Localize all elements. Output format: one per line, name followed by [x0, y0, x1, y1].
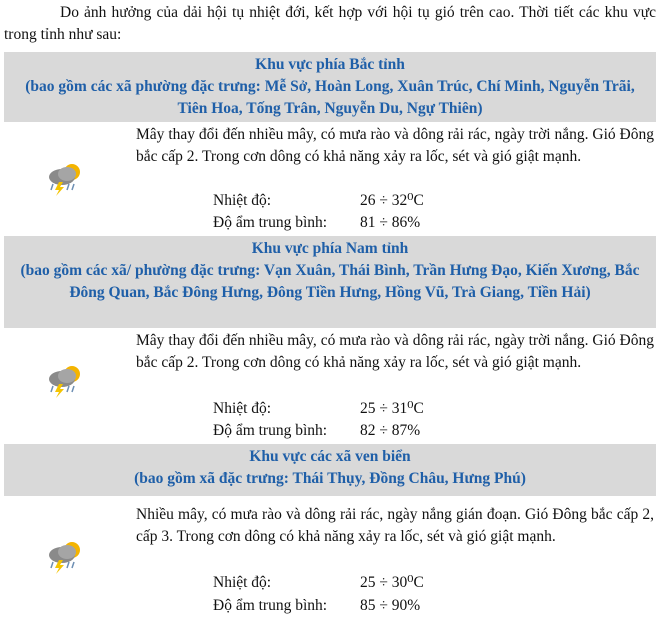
- region-subtitle: (bao gồm xã đặc trưng: Thái Thụy, Đồng Châu, Hưng Phú): [134, 470, 526, 487]
- region-title: Khu vực phía Bắc tỉnh: [255, 56, 405, 73]
- intro-paragraph: Do ảnh hưởng của dải hội tụ nhiệt đới, kết hợp với hội tụ gió trên cao. Thời tiết các khu vực trong tỉnh như sau:: [4, 4, 656, 43]
- humidity-row: [213, 420, 613, 442]
- storm-sun-icon: [45, 538, 85, 574]
- humidity-value: 81 ÷ 86%: [360, 214, 421, 231]
- region-north-header: [4, 52, 656, 122]
- temperature-value: 25 ÷ 31⁰C: [360, 400, 424, 417]
- temperature-row: [213, 190, 613, 212]
- region-subtitle: (bao gồm các xã/ phường đặc trưng: Vạn Xuân, Thái Bình, Trần Hưng Đạo, Kiến Xương, Bắc Đông Quan, Bắc Đông Hưng, Đông Tiền Hưng, Hồng Vũ, Trà Giang, Tiền Hải): [20, 262, 640, 301]
- humidity-value: 82 ÷ 87%: [360, 422, 421, 439]
- temperature-label: Nhiệt độ:: [213, 400, 272, 417]
- humidity-label: Độ ẩm trung bình:: [213, 422, 328, 439]
- storm-sun-icon: [45, 362, 85, 398]
- region-title: Khu vực các xã ven biển: [249, 448, 411, 465]
- temperature-label: Nhiệt độ:: [213, 574, 272, 591]
- temperature-value: 26 ÷ 32⁰C: [360, 192, 424, 209]
- region-subtitle: (bao gồm các xã phường đặc trưng: Mễ Sở, Hoàn Long, Xuân Trúc, Chí Minh, Nguyễn Trãi, Tiên Hoa, Tống Trân, Nguyễn Du, Ngự Thiên): [25, 78, 635, 117]
- region-south-header: [4, 236, 656, 328]
- humidity-row: [213, 212, 613, 234]
- temperature-row: [213, 398, 613, 420]
- temperature-label: Nhiệt độ:: [213, 192, 272, 209]
- humidity-value: 85 ÷ 90%: [360, 597, 421, 614]
- region-coastal-header: [4, 444, 656, 496]
- storm-sun-icon: [45, 160, 85, 196]
- humidity-label: Độ ẩm trung bình:: [213, 597, 328, 614]
- region-description: Mây thay đổi đến nhiều mây, có mưa rào và dông rải rác, ngày trời nắng. Gió Đông bắc cấp 2. Trong cơn dông có khả năng xảy ra lốc, sét và gió giật mạnh.: [136, 332, 654, 371]
- region-description: Nhiều mây, có mưa rào và dông rải rác, ngày nắng gián đoạn. Gió Đông bắc cấp 2, cấp 3. Trong cơn dông có khả năng xảy ra lốc, sét và gió giật mạnh.: [136, 506, 654, 545]
- humidity-label: Độ ẩm trung bình:: [213, 214, 328, 231]
- temperature-row: [213, 572, 613, 594]
- region-description: Mây thay đổi đến nhiều mây, có mưa rào và dông rải rác, ngày trời nắng. Gió Đông bắc cấp 2. Trong cơn dông có khả năng xảy ra lốc, sét và gió giật mạnh.: [136, 126, 654, 165]
- temperature-value: 25 ÷ 30⁰C: [360, 574, 424, 591]
- humidity-row: [213, 595, 613, 617]
- region-title: Khu vực phía Nam tỉnh: [251, 240, 409, 257]
